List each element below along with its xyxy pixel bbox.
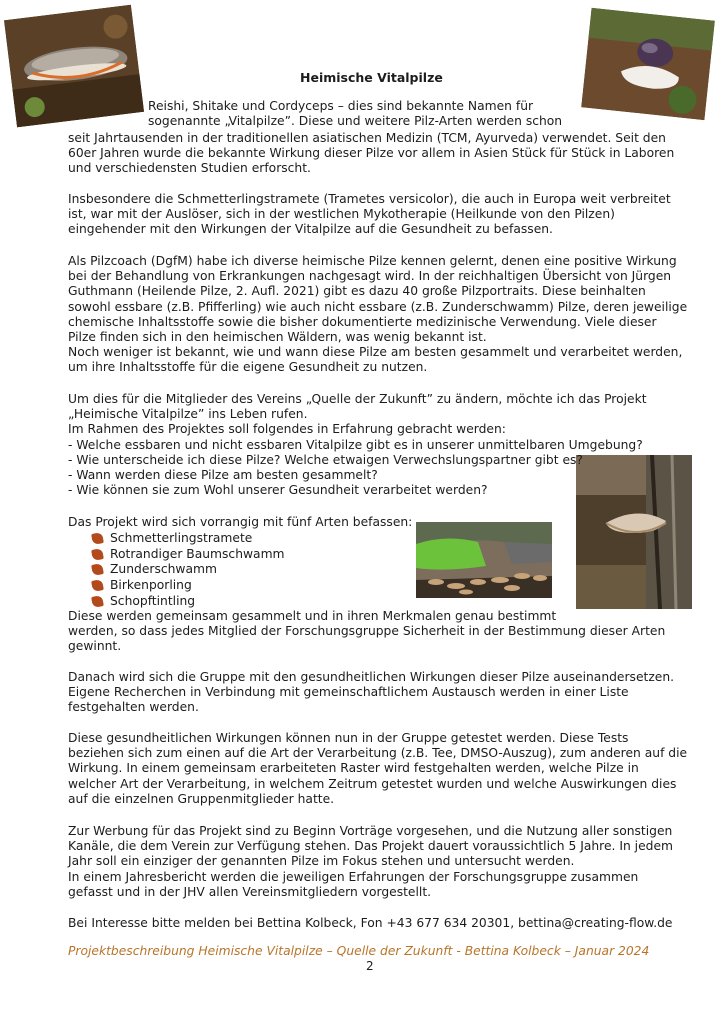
paragraph-tests bbox=[68, 731, 688, 807]
contact-line bbox=[68, 916, 672, 931]
text-line: Jahr soll ein einziger der genannten Pilze im Fokus stehen und untersucht werden. bbox=[68, 854, 575, 869]
list-item bbox=[92, 547, 285, 563]
paragraph-projekt bbox=[68, 392, 672, 498]
text-line: Reishi, Shitake und Cordyceps – dies sind bekannte Namen für bbox=[148, 99, 534, 113]
text-line: Wirkung. In einem gemeinsam erarbeiteten Raster wird festgehalten werden, welche Pilze in bbox=[68, 761, 639, 776]
leaf-bullet-icon bbox=[91, 579, 104, 592]
text-line: Eigene Recherchen in Verbindung mit gemeinschaftlichem Austausch werden in einer Liste bbox=[68, 685, 629, 700]
list-item bbox=[92, 578, 285, 594]
text-line: um ihre Inhaltsstoffe für die eigene Gesundheit zu nutzen. bbox=[68, 360, 428, 375]
text-line: werden, so dass jedes Mitglied der Forschungsgruppe Sicherheit in der Bestimmung dieser Arten bbox=[68, 624, 666, 639]
text-line: Noch weniger ist bekannt, wie und wann diese Pilze am besten gesammelt und verarbeitet werden, bbox=[68, 345, 683, 360]
text-line: ist, war mit der Auslöser, sich in der westlichen Mykotherapie (Heilkunde von den Pilzen) bbox=[68, 207, 615, 222]
species-name: Schopftintling bbox=[110, 593, 196, 608]
text-line: Insbesondere die Schmetterlingstramete (Trametes versicolor), die auch in Europa weit verbreitet bbox=[68, 192, 671, 206]
text-line: beziehen sich zum einen auf die Art der Verarbeitung (z.B. Tee, DMSO-Auszug), zum anderen auf die bbox=[68, 746, 688, 761]
leaf-bullet-icon bbox=[91, 532, 104, 545]
text-line: Pilze finden sich in den heimischen Wäldern, was wenig bekannt ist. bbox=[68, 330, 487, 345]
text-line: Danach wird sich die Gruppe mit den gesundheitlichen Wirkungen dieser Pilze auseinandersetzen. bbox=[68, 670, 675, 684]
text-line: welcher Art der Verarbeitung, in welchem Zeitrum getestet wurden und welche Auswirkungen dies bbox=[68, 776, 677, 791]
page-number: 2 bbox=[366, 959, 374, 973]
list-item bbox=[92, 593, 285, 609]
text-line: eingehender mit den Wirkungen der Vitalpilze auf die Gesundheit zu befassen. bbox=[68, 222, 553, 237]
text-line: gewinnt. bbox=[68, 639, 122, 654]
species-name: Rotrandiger Baumschwamm bbox=[110, 546, 285, 561]
text-line: Kanäle, die dem Verein zur Verfügung stehen. Das Projekt dauert voraussichtlich 5 Jahre. In jedem bbox=[68, 839, 673, 854]
text-line: Das Projekt wird sich vorrangig mit fünf Arten befassen: bbox=[68, 515, 413, 529]
text-line: In einem Jahresbericht werden die jeweiligen Erfahrungen der Forschungsgruppe zusammen bbox=[68, 869, 639, 884]
paragraph-danach bbox=[68, 670, 675, 716]
text-line: Diese gesundheitlichen Wirkungen können nun in der Gruppe getestet werden. Diese Tests bbox=[68, 731, 629, 745]
document-title: Heimische Vitalpilze bbox=[300, 70, 443, 85]
species-intro bbox=[68, 515, 672, 530]
text-line: - Wie unterscheide ich diese Pilze? Welche etwaigen Verwechslungspartner gibt es? bbox=[68, 452, 583, 467]
text-line: gefasst und in der JHV allen Vereinsmitgliedern vorgestellt. bbox=[68, 884, 432, 899]
text-line: „Heimische Vitalpilze” ins Leben rufen. bbox=[68, 407, 308, 422]
intro-paragraph bbox=[148, 99, 563, 129]
list-item bbox=[92, 531, 285, 547]
text-line: seit Jahrtausenden in der traditionellen asiatischen Medizin (TCM, Ayurveda) verwendet. Seit den bbox=[68, 131, 666, 145]
leaf-bullet-icon bbox=[91, 595, 104, 608]
paragraph-gesammelt bbox=[68, 609, 672, 655]
photo-mossy-log bbox=[416, 522, 552, 598]
text-line: Um dies für die Mitglieder des Vereins „Quelle der Zukunft” zu ändern, möchte ich das Projekt bbox=[68, 392, 647, 406]
intro-paragraph-continued bbox=[68, 131, 675, 177]
leaf-bullet-icon bbox=[91, 564, 104, 577]
text-line: sogenannte „Vitalpilze”. Diese und weitere Pilz-Arten werden schon bbox=[148, 114, 563, 129]
footer-text: Projektbeschreibung Heimische Vitalpilze – Quelle der Zukunft - Bettina Kolbeck – Januar 2024 bbox=[68, 944, 650, 958]
text-line: festgehalten werden. bbox=[68, 700, 199, 715]
photo-fungus-top-right bbox=[581, 8, 715, 120]
text-line: sowohl essbare (z.B. Pfifferling) wie auch nicht essbare (z.B. Zunderschwamm) Pilze, deren jeweilige bbox=[68, 299, 688, 314]
text-line: 60er Jahren wurde die bekannte Wirkung dieser Pilze vor allem in Asien Stück für Stück in Laboren bbox=[68, 146, 675, 161]
text-line: - Wann werden diese Pilze am besten gesammelt? bbox=[68, 468, 378, 483]
species-list bbox=[92, 531, 285, 609]
text-line: bei der Behandlung von Erkrankungen nachgesagt wird. In der reichhaltigen Übersicht von Jürgen bbox=[68, 269, 672, 284]
text-line: chemische Inhaltsstoffe sowie die bisher dokumentierte medizinische Verwendung. Viele dieser bbox=[68, 314, 657, 329]
species-name: Zunderschwamm bbox=[110, 562, 217, 577]
text-line: Zur Werbung für das Projekt sind zu Beginn Vorträge vorgesehen, und die Nutzung aller sonstigen bbox=[68, 824, 673, 838]
paragraph-werbung bbox=[68, 824, 672, 900]
photo-bracket-fungus-top-left bbox=[4, 5, 144, 128]
text-line: - Wie können sie zum Wohl unserer Gesundheit verarbeitet werden? bbox=[68, 483, 488, 498]
paragraph-pilzcoach bbox=[68, 254, 688, 376]
text-line: Als Pilzcoach (DgfM) habe ich diverse heimische Pilze kennen gelernt, denen eine positive Wirkung bbox=[68, 254, 677, 268]
text-line: Bei Interesse bitte melden bei Bettina Kolbeck, Fon +43 677 634 20301, bettina@creating-flow.de bbox=[68, 916, 673, 930]
text-line: auf die einzelnen Gruppenmitglieder hatte. bbox=[68, 791, 335, 806]
leaf-bullet-icon bbox=[91, 548, 104, 561]
text-line: und verschiedensten Studien erforscht. bbox=[68, 161, 311, 176]
text-line: Diese werden gemeinsam gesammelt und in ihren Merkmalen genau bestimmt bbox=[68, 609, 557, 623]
species-name: Birkenporling bbox=[110, 577, 192, 592]
text-line: Guthmann (Heilende Pilze, 2. Aufl. 2021) gibt es dazu 40 große Pilzportraits. Diese beinhalten bbox=[68, 284, 646, 299]
species-name: Schmetterlingstramete bbox=[110, 531, 253, 546]
text-line: Im Rahmen des Projektes soll folgendes in Erfahrung gebracht werden: bbox=[68, 422, 506, 437]
text-line: - Welche essbaren und nicht essbaren Vitalpilze gibt es in unserer unmittelbaren Umgebung? bbox=[68, 437, 643, 452]
paragraph-trametes bbox=[68, 192, 672, 238]
list-item bbox=[92, 562, 285, 578]
